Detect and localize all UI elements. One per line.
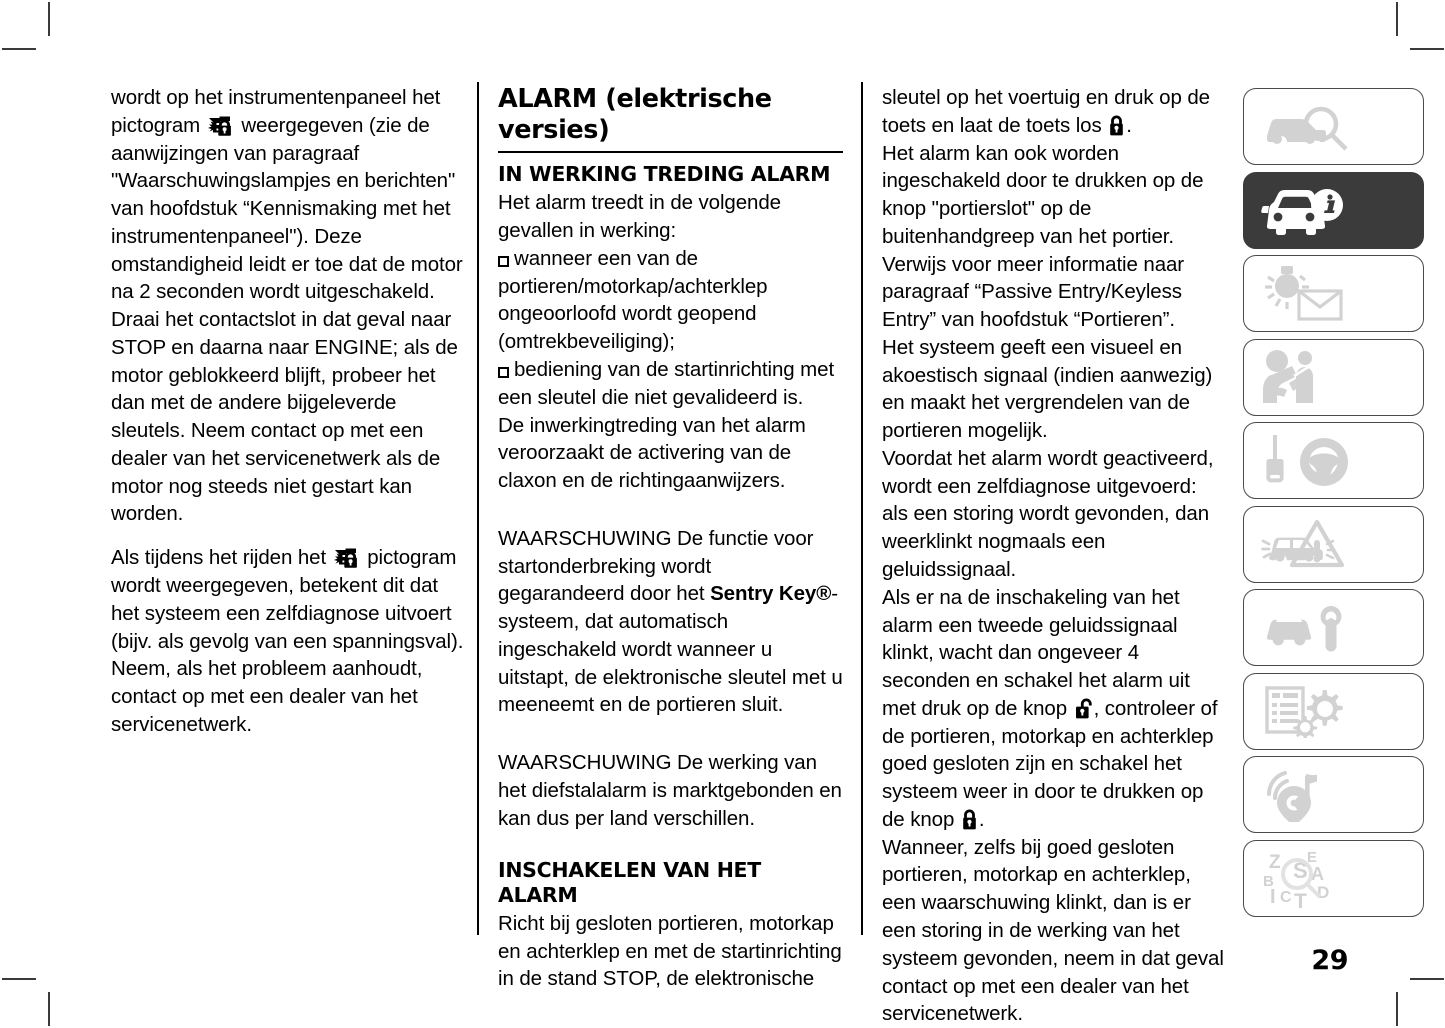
list-item-label: wanneer een van de portieren/motorkap/achterklep ongeoorloofd wordt geopend (omtrekbeveiliging); [498,246,768,354]
page-number: 29 [1311,945,1348,976]
paragraph-selfdiagnosis-before-arming: Voordat het alarm wordt geactiveerd, wordt een zelfdiagnose uitgevoerd: als een storing wordt gevonden, dan weerklinkt nogmaals een geluidssignaal. [882,446,1214,582]
paragraph-alarm-effect: De inwerkingtreding van het alarm veroorzaakt de activering van de claxon en de richtingaanwijzers. [498,413,806,493]
paragraph-text-continued: pictogram wordt weergegeven, betekent dit dat het systeem een zelfdiagnose uitvoert (bijv. als gevolg van een spanningsval). Neem, als het probleem aanhoudt, contact op met een dealer van het servicenetwerk. [111,546,464,736]
sun-envelope-icon [1261,265,1365,323]
car-wrench-icon [1261,603,1365,653]
sidebar-tab-dashboard-info[interactable] [1243,172,1424,249]
text-column-3 [882,84,1225,1028]
lock-closed-icon [1109,115,1124,136]
text-column-1 [111,84,466,739]
key-steering-wheel-icon [1261,433,1365,489]
paragraph-alarm-enable-steps: Richt bij gesloten portieren, motorkap en achterklep en met de startinrichting in de stand STOP, de elektronische [498,911,842,991]
sidebar-tab-starting-driving[interactable] [1243,422,1424,499]
subheading-alarm-enable: INSCHAKELEN VAN HET ALARM [498,858,761,907]
paragraph-text-end: . [978,807,985,831]
text-column-2 [498,84,843,993]
index-letter-z: Z [1269,852,1281,873]
index-letter-b: B [1263,873,1274,890]
car-magnifier-icon [1261,102,1365,152]
lock-open-icon [1075,698,1092,719]
sidebar-tab-vehicle-overview[interactable] [1243,88,1424,165]
infotainment-audio-icon [1261,768,1365,822]
index-letter-d: D [1317,883,1330,902]
paragraph-text-continued: . [1126,113,1132,137]
sidebar-tab-alphabetical-index[interactable] [1243,840,1424,917]
car-info-icon [1261,184,1365,236]
car-breakdown-warning-icon [1261,516,1365,572]
sidebar-tab-technical-data[interactable] [1243,673,1424,750]
square-bullet-icon [498,256,509,267]
warning-text-continued: -systeem, dat automatisch ingeschakeld wordt wanneer u uitstapt, de elektronische sleutel met u meeneemt en de portieren sluit. [498,582,843,717]
paragraph-door-lock-button: Het alarm kan ook worden ingeschakeld door te drukken op de knop "portierslot" op de buitenhandgreep van het portier. Verwijs voor meer informatie naar paragraaf “Passive Entry/Keyless Entry” van hoofdstuk “Portieren”. [882,141,1204,332]
seatbelt-passenger-icon [1261,349,1365,405]
subheading-alarm-activation: IN WERKING TREDING ALARM [498,162,831,187]
sidebar-tab-occupant-safety[interactable] [1243,339,1424,416]
sidebar-tab-emergency[interactable] [1243,506,1424,583]
paragraph-second-beep-procedure [882,584,1225,834]
paragraph-text-continued: weergegeven (zie de aanwijzingen van paragraaf "Waarschuwingslampjes en berichten" van hoofdstuk “Kennismaking met het instrumentenpaneel"). Deze omstandigheid leidt er toe dat de motor na 2 seconden wordt uitgeschakeld. Draai het contactslot in dat geval naar STOP en daarna naar ENGINE; als de motor geblokkeerd blijft, probeer het dan met de andere bijgeleverde sleutels. Neem contact op met een dealer van het servicenetwerk als de motor nog steeds niet gestart kan worden. [111,113,463,526]
paragraph-key-press [882,84,1225,140]
list-item-label: bediening van de startinrichting met een sleutel die niet gevalideerd is. [498,357,835,409]
sidebar-tab-maintenance[interactable] [1243,589,1424,666]
sidebar-tab-multimedia[interactable] [1243,756,1424,833]
column-divider-2 [861,82,863,935]
warning-text: WAARSCHUWING De functie voor startonderbreking wordt gegarandeerd door het [498,526,814,606]
car-key-lock-pictogram [333,546,361,568]
paragraph-fault-found: Wanneer, zelfs bij goed gesloten portieren, motorkap en achterklep, een waarschuwing klinkt, dan is er een storing in de werking van het systeem gevonden, neem in dat geval contact op met een dealer van het servicenetwerk. [882,835,1224,1026]
index-letter-a: A [1311,864,1324,884]
paragraph-text: sleutel op het voertuig en druk op de toets en laat de toets los [882,86,1210,137]
car-key-lock-pictogram [207,114,235,136]
list-item [498,245,843,356]
paragraph-text: Als er na de inschakeling van het alarm een tweede geluidssignaal klinkt, wacht dan ongeveer 4 seconden en schakel het alarm uit met druk op de knop [882,585,1190,720]
paragraph-immobilizer-indicator [111,84,466,528]
paragraph-text: Als tijdens het rijden het [111,546,332,570]
chapter-tab-strip [1243,88,1424,923]
sidebar-tab-safety-warnings[interactable] [1243,255,1424,332]
paragraph-alarm-intro: Het alarm treedt in de volgende gevallen in werking: [498,191,781,243]
paragraph-text: wordt op het instrumentenpaneel het pictogram [111,86,441,137]
list-item [498,356,843,412]
lock-closed-icon [962,809,977,830]
specs-gears-icon [1261,684,1365,738]
index-letter-i: I [1270,886,1276,908]
index-letter-t: T [1294,890,1307,908]
square-bullet-icon [498,367,509,378]
alphabetical-index-icon [1261,848,1373,908]
index-letter-e: E [1307,849,1318,866]
paragraph-warning-sentry-key [498,525,843,719]
column-divider-1 [477,82,479,935]
section-heading-alarm: ALARM (elektrische versies) [498,84,843,153]
paragraph-text-continued: , controleer of de portieren, motorkap en achterklep goed gesloten zijn en schakel het systeem weer in door te drukken op de knop [882,696,1218,831]
paragraph-selfdiagnosis [111,544,466,738]
paragraph-warning-market: WAARSCHUWING De werking van het diefstalalarm is marktgebonden en kan dus per land verschillen. [498,751,842,830]
index-letter-s: S [1293,858,1308,883]
paragraph-visual-acoustic-signal: Het systeem geeft een visueel en akoestisch signaal (indien aanwezig) en maakt het vergrendelen van de portieren mogelijk. [882,335,1213,443]
sentry-key-trademark: Sentry Key® [710,582,832,606]
index-letter-c: C [1280,889,1292,906]
